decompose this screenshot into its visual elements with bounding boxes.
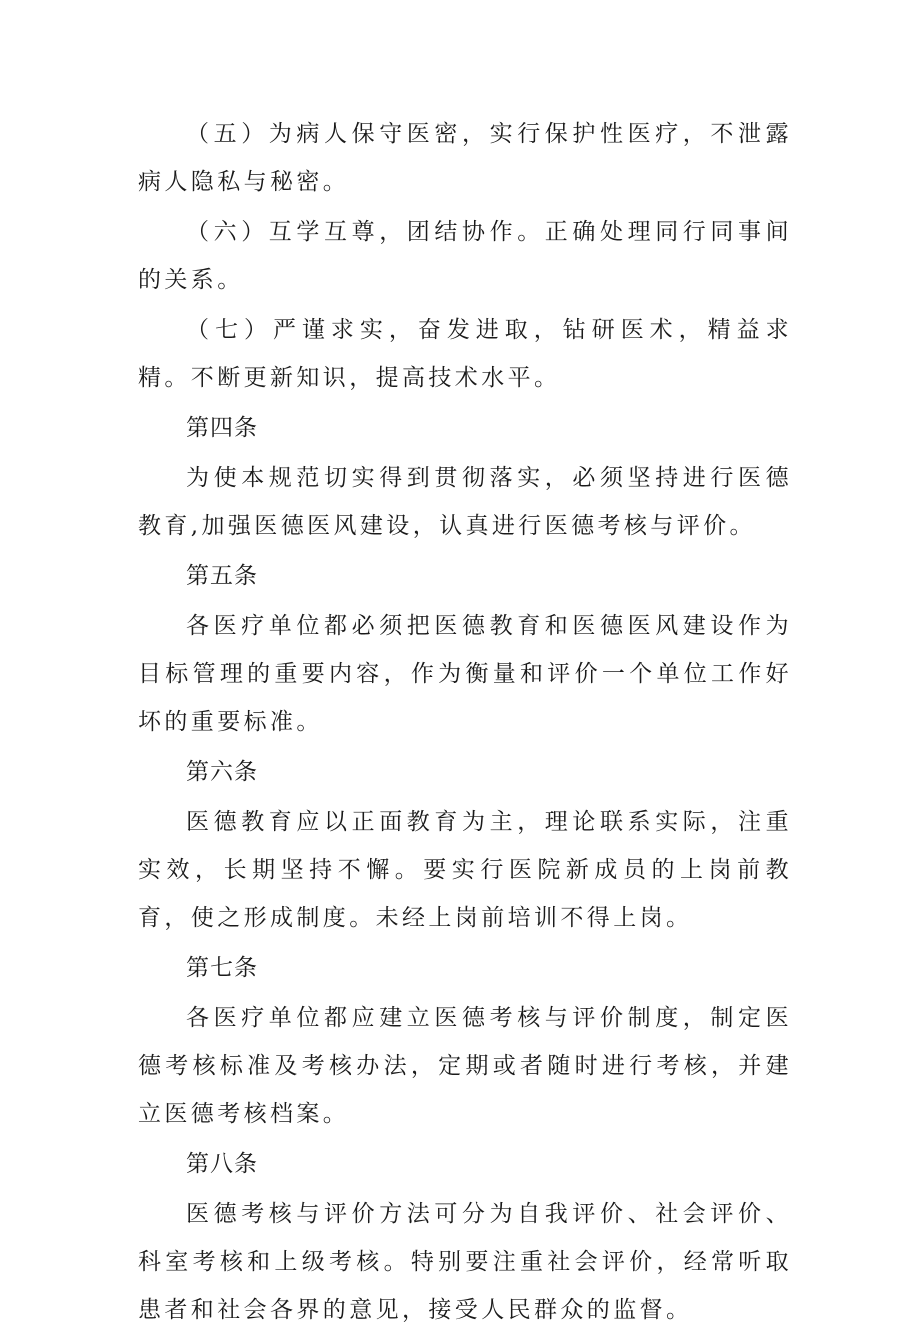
article-heading-7: 第七条	[186, 955, 258, 981]
article-heading-5: 第五条	[186, 563, 258, 589]
article-heading-8: 第八条	[186, 1151, 258, 1177]
article-body-7: 各医疗单位都应建立医德考核与评价制度，制定医德考核标准及考核办法，定期或者随时进行考核，并建立医德考核档案。	[138, 1005, 792, 1127]
paragraph-item-7: （七）严谨求实，奋发进取，钻研医术，精益求精。不断更新知识，提高技术水平。	[138, 317, 792, 391]
paragraph-item-6: （六）互学互尊，团结协作。正确处理同行同事间的关系。	[138, 219, 792, 293]
paragraph-item-5: （五）为病人保守医密，实行保护性医疗，不泄露病人隐私与秘密。	[138, 121, 792, 195]
article-heading-6: 第六条	[186, 759, 258, 785]
article-body-6: 医德教育应以正面教育为主，理论联系实际，注重实效，长期坚持不懈。要实行医院新成员的上岗前教育，使之形成制度。未经上岗前培训不得上岗。	[138, 809, 792, 931]
article-heading-4: 第四条	[186, 415, 258, 441]
article-body-8: 医德考核与评价方法可分为自我评价、社会评价、科室考核和上级考核。特别要注重社会评价，经常听取患者和社会各界的意见，接受人民群众的监督。	[138, 1201, 792, 1323]
document-body	[138, 110, 792, 1336]
article-body-4: 为使本规范切实得到贯彻落实，必须坚持进行医德教育,加强医德医风建设，认真进行医德考核与评价。	[138, 465, 792, 539]
article-body-5: 各医疗单位都必须把医德教育和医德医风建设作为目标管理的重要内容，作为衡量和评价一个单位工作好坏的重要标准。	[138, 613, 792, 735]
